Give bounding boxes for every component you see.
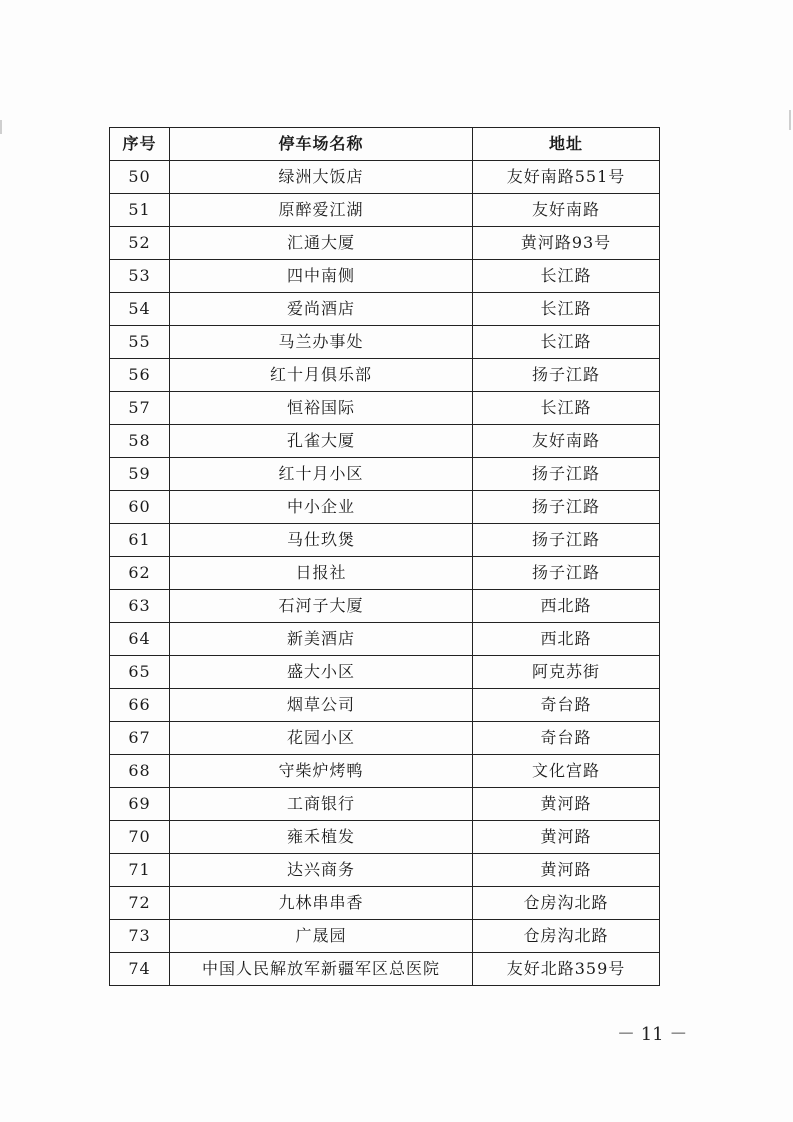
header-address: 地址: [473, 128, 660, 161]
table-row: [110, 788, 660, 821]
row-name-cell: 马仕玖煲: [170, 524, 473, 557]
row-index-cell: 61: [110, 524, 170, 557]
row-address-cell: 阿克苏街: [473, 656, 660, 689]
table-row: [110, 953, 660, 986]
row-index-cell: 74: [110, 953, 170, 986]
row-address-cell: 仓房沟北路: [473, 920, 660, 953]
row-address-cell: 长江路: [473, 293, 660, 326]
row-address-cell: 扬子江路: [473, 524, 660, 557]
table-row: [110, 821, 660, 854]
row-index-cell: 67: [110, 722, 170, 755]
row-index-cell: 63: [110, 590, 170, 623]
row-address-cell: 长江路: [473, 326, 660, 359]
table-body: [110, 161, 660, 986]
row-address-cell: 文化宫路: [473, 755, 660, 788]
row-index-cell: 53: [110, 260, 170, 293]
row-address-cell: 黄河路93号: [473, 227, 660, 260]
row-index-cell: 54: [110, 293, 170, 326]
row-name-cell: 新美酒店: [170, 623, 473, 656]
table-row: [110, 194, 660, 227]
scan-edge-mark-left: [0, 120, 2, 134]
row-address-cell: 黄河路: [473, 821, 660, 854]
row-address-cell: 友好北路359号: [473, 953, 660, 986]
row-address-cell: 扬子江路: [473, 491, 660, 524]
parking-lot-table: [109, 127, 660, 986]
row-address-cell: 扬子江路: [473, 458, 660, 491]
header-index: 序号: [110, 128, 170, 161]
row-address-cell: 黄河路: [473, 854, 660, 887]
row-address-cell: 友好南路: [473, 425, 660, 458]
table-row: [110, 854, 660, 887]
row-name-cell: 花园小区: [170, 722, 473, 755]
row-index-cell: 68: [110, 755, 170, 788]
row-address-cell: 友好南路: [473, 194, 660, 227]
row-name-cell: 烟草公司: [170, 689, 473, 722]
row-index-cell: 69: [110, 788, 170, 821]
row-index-cell: 58: [110, 425, 170, 458]
row-index-cell: 70: [110, 821, 170, 854]
table-header-row: [110, 128, 660, 161]
row-name-cell: 爱尚酒店: [170, 293, 473, 326]
row-name-cell: 孔雀大厦: [170, 425, 473, 458]
table-row: [110, 293, 660, 326]
row-index-cell: 50: [110, 161, 170, 194]
row-name-cell: 守柴炉烤鸭: [170, 755, 473, 788]
row-index-cell: 71: [110, 854, 170, 887]
table-row: [110, 326, 660, 359]
row-name-cell: 广晟园: [170, 920, 473, 953]
row-index-cell: 65: [110, 656, 170, 689]
row-name-cell: 雍禾植发: [170, 821, 473, 854]
row-index-cell: 57: [110, 392, 170, 425]
row-index-cell: 51: [110, 194, 170, 227]
row-name-cell: 日报社: [170, 557, 473, 590]
row-name-cell: 中国人民解放军新疆军区总医院: [170, 953, 473, 986]
table-row: [110, 524, 660, 557]
row-name-cell: 九林串串香: [170, 887, 473, 920]
table-row: [110, 590, 660, 623]
row-name-cell: 四中南侧: [170, 260, 473, 293]
page-number: － 11 －: [617, 1024, 688, 1045]
table-row: [110, 920, 660, 953]
table-row: [110, 161, 660, 194]
row-address-cell: 友好南路551号: [473, 161, 660, 194]
row-name-cell: 原醉爱江湖: [170, 194, 473, 227]
table-row: [110, 359, 660, 392]
row-address-cell: 扬子江路: [473, 359, 660, 392]
row-name-cell: 盛大小区: [170, 656, 473, 689]
row-name-cell: 石河子大厦: [170, 590, 473, 623]
row-address-cell: 奇台路: [473, 689, 660, 722]
row-index-cell: 60: [110, 491, 170, 524]
table-row: [110, 227, 660, 260]
row-address-cell: 长江路: [473, 260, 660, 293]
table-row: [110, 425, 660, 458]
table-row: [110, 458, 660, 491]
row-name-cell: 绿洲大饭店: [170, 161, 473, 194]
row-address-cell: 扬子江路: [473, 557, 660, 590]
table-row: [110, 887, 660, 920]
table-row: [110, 392, 660, 425]
table-row: [110, 623, 660, 656]
table-row: [110, 557, 660, 590]
table-row: [110, 755, 660, 788]
row-address-cell: 西北路: [473, 623, 660, 656]
row-address-cell: 长江路: [473, 392, 660, 425]
row-address-cell: 黄河路: [473, 788, 660, 821]
row-name-cell: 工商银行: [170, 788, 473, 821]
table-row: [110, 260, 660, 293]
table-row: [110, 689, 660, 722]
scan-edge-mark-right: [789, 110, 791, 130]
row-name-cell: 汇通大厦: [170, 227, 473, 260]
header-name: 停车场名称: [170, 128, 473, 161]
row-name-cell: 中小企业: [170, 491, 473, 524]
row-index-cell: 59: [110, 458, 170, 491]
row-index-cell: 56: [110, 359, 170, 392]
row-name-cell: 马兰办事处: [170, 326, 473, 359]
row-address-cell: 仓房沟北路: [473, 887, 660, 920]
row-index-cell: 52: [110, 227, 170, 260]
row-index-cell: 73: [110, 920, 170, 953]
row-name-cell: 红十月小区: [170, 458, 473, 491]
row-address-cell: 西北路: [473, 590, 660, 623]
row-index-cell: 62: [110, 557, 170, 590]
row-address-cell: 奇台路: [473, 722, 660, 755]
row-index-cell: 55: [110, 326, 170, 359]
table-row: [110, 722, 660, 755]
row-index-cell: 64: [110, 623, 170, 656]
row-name-cell: 达兴商务: [170, 854, 473, 887]
table-row: [110, 656, 660, 689]
table-row: [110, 491, 660, 524]
row-index-cell: 72: [110, 887, 170, 920]
row-name-cell: 恒裕国际: [170, 392, 473, 425]
row-index-cell: 66: [110, 689, 170, 722]
row-name-cell: 红十月俱乐部: [170, 359, 473, 392]
